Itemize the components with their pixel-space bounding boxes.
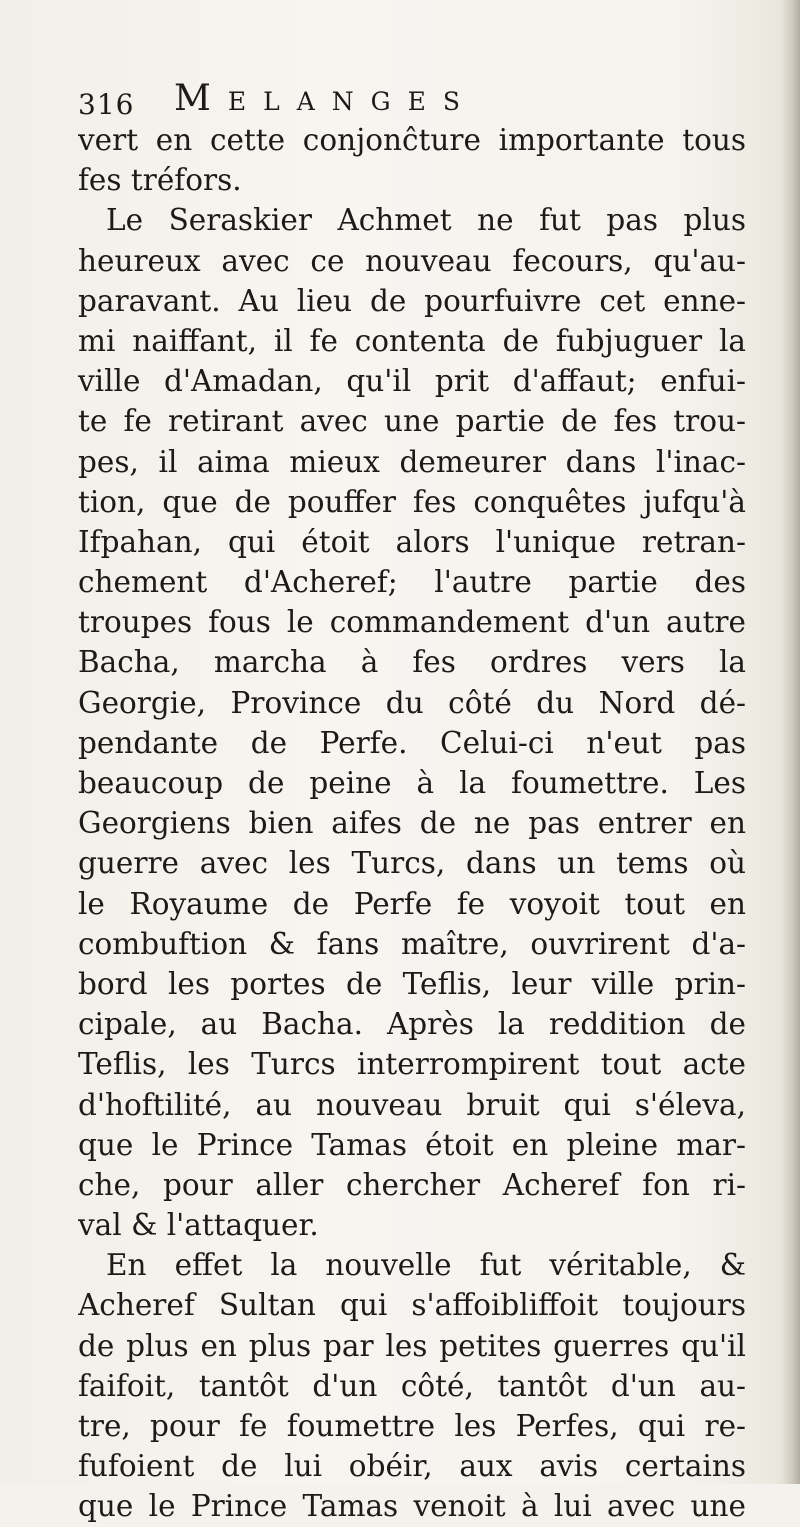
text-line: guerre avec les Turcs, dans un tems où (78, 846, 746, 881)
text-line: Ifpahan, qui étoit alors l'unique retran- (78, 524, 746, 559)
text-line: Georgie, Province du côté du Nord dé- (78, 685, 746, 720)
text-line: fes tréfors. (78, 163, 242, 198)
body-text (78, 120, 746, 1527)
text-line: beaucoup de peine à la foumettre. Les (78, 766, 746, 800)
text-line: Georgiens bien aifes de ne pas entrer en (78, 806, 746, 841)
text-line: pendante de Perfe. Celui-ci n'eut pas (78, 725, 746, 760)
text-line: vert en cette conjonĉture importante tous (78, 123, 746, 157)
text-line: Acheref Sultan qui s'affoibliffoit toujours (78, 1288, 746, 1323)
text-line: mi naiffant, il fe contenta de fubjuguer la (78, 323, 746, 358)
text-line: d'hoftilité, au nouveau bruit qui s'éleva, (78, 1087, 746, 1122)
page-header (78, 74, 678, 122)
text-line: Bacha, marcha à fes ordres vers la (78, 645, 746, 680)
text-line: ville d'Amadan, qu'il prit d'affaut; enfui- (78, 364, 746, 399)
text-line: pes, il aima mieux demeurer dans l'inac- (78, 444, 746, 479)
text-line: que le Prince Tamas venoit à lui avec une (78, 1489, 746, 1524)
page-number: 316 (78, 88, 135, 121)
text-line: de plus en plus par les petites guerres qu'il (78, 1328, 746, 1363)
text-line: te fe retirant avec une partie de fes trou- (78, 404, 746, 439)
text-line: paravant. Au lieu de pourfuivre cet enne- (78, 283, 746, 318)
running-title: Melanges (174, 78, 477, 119)
text-line: bord les portes de Teflis, leur ville prin- (78, 966, 746, 1001)
paragraph-start-line: Le Seraskier Achmet ne fut pas plus (106, 203, 746, 238)
page-edge-shadow (782, 0, 800, 1484)
text-line: heureux avec ce nouveau fecours, qu'au- (78, 243, 746, 278)
paragraph-start-line: En effet la nouvelle fut véritable, & (106, 1248, 746, 1283)
text-line: val & l'attaquer. (78, 1208, 319, 1243)
text-line: tre, pour fe foumettre les Perfes, qui re- (78, 1409, 746, 1443)
text-line: cipale, au Bacha. Après la reddition de (78, 1007, 746, 1042)
text-line: le Royaume de Perfe fe voyoit tout en (78, 886, 746, 921)
text-line: faifoit, tantôt d'un côté, tantôt d'un au- (78, 1368, 746, 1403)
text-line: tion, que de pouffer fes conquêtes jufqu'à (78, 484, 746, 519)
text-line: fufoient de lui obéir, aux avis certains (78, 1449, 746, 1484)
text-line: combuftion & fans maître, ouvrirent d'a- (78, 926, 746, 961)
text-line: chement d'Acheref; l'autre partie des (78, 565, 746, 600)
text-line: que le Prince Tamas étoit en pleine mar- (78, 1127, 746, 1162)
text-line: che, pour aller chercher Acheref fon ri- (78, 1167, 746, 1202)
text-line: troupes fous le commandement d'un autre (78, 605, 746, 640)
text-line: Teflis, les Turcs interrompirent tout acte (78, 1047, 746, 1082)
